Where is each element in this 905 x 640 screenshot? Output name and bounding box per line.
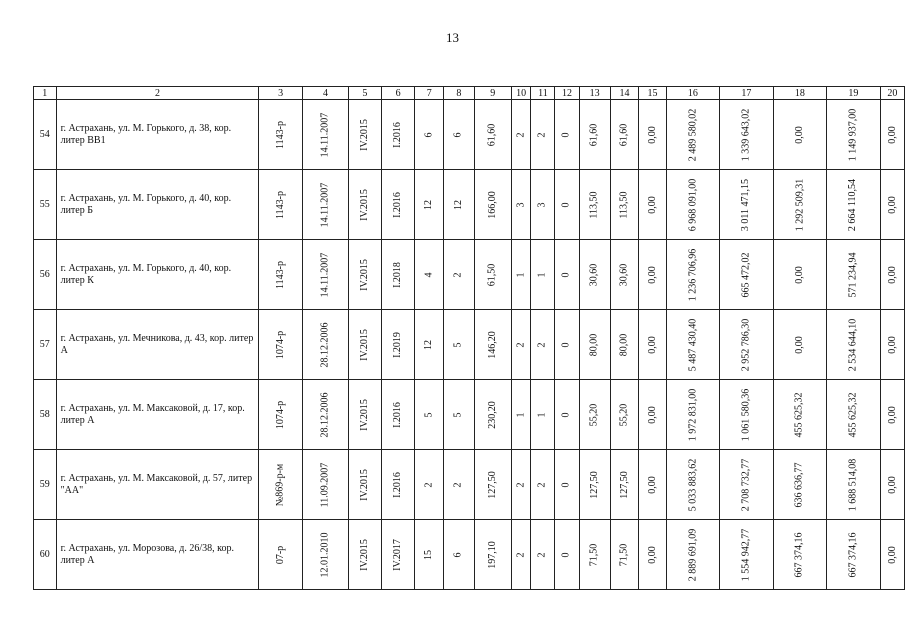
cost-17 — [720, 380, 774, 450]
total-cost-text: 5 033 883,62 — [686, 458, 698, 512]
cost-18 — [773, 170, 827, 240]
cost-19 — [827, 380, 881, 450]
column-header: 9 — [474, 87, 511, 100]
col-14-text: 127,50 — [618, 471, 630, 499]
row-number: 57 — [34, 310, 57, 380]
col-7 — [415, 450, 444, 520]
col-7 — [415, 170, 444, 240]
col-7 — [415, 380, 444, 450]
decree-number — [259, 380, 303, 450]
col-13 — [579, 450, 610, 520]
decree-date-text: 14.11.2007 — [319, 252, 331, 298]
total-cost-text: 6 968 091,00 — [686, 178, 698, 232]
cost-17 — [720, 450, 774, 520]
col-13 — [579, 100, 610, 170]
col-8 — [444, 380, 474, 450]
col-10 — [511, 240, 531, 310]
col-11-text: 3 — [536, 202, 548, 208]
decree-number — [259, 100, 303, 170]
area — [474, 450, 511, 520]
address-cell: г. Астрахань, ул. Мечникова, д. 43, кор. литер А — [56, 310, 259, 380]
total-cost-text: 2 489 580,02 — [686, 108, 698, 162]
end-period — [381, 450, 415, 520]
end-period — [381, 520, 415, 590]
decree-number — [259, 450, 303, 520]
col-15 — [639, 380, 666, 450]
cost-18-text: 0,00 — [793, 266, 805, 284]
cost-17-text: 1 339 643,02 — [740, 108, 752, 162]
address-cell: г. Астрахань, ул. Морозова, д. 26/38, кор. литер А — [56, 520, 259, 590]
col-8 — [444, 450, 474, 520]
col-12 — [555, 520, 579, 590]
end-period-text: IV.2017 — [392, 539, 404, 571]
col-14-text: 113,50 — [618, 191, 630, 219]
decree-date-text: 28.12.2006 — [319, 322, 331, 368]
col-14 — [610, 450, 639, 520]
col-14-text: 80,00 — [618, 333, 630, 357]
col-7 — [415, 240, 444, 310]
col-12-text: 0 — [560, 132, 572, 138]
column-header: 5 — [348, 87, 381, 100]
column-header: 19 — [827, 87, 881, 100]
table-row — [34, 170, 905, 240]
col-13-text: 55,20 — [588, 403, 600, 427]
area — [474, 520, 511, 590]
column-header: 13 — [579, 87, 610, 100]
decree-date — [302, 520, 348, 590]
col-15 — [639, 170, 666, 240]
col-8-text: 12 — [452, 200, 464, 210]
col-12 — [555, 310, 579, 380]
area — [474, 170, 511, 240]
end-period — [381, 100, 415, 170]
row-number: 58 — [34, 380, 57, 450]
cost-17 — [720, 310, 774, 380]
col-13 — [579, 170, 610, 240]
cost-19 — [827, 450, 881, 520]
col-8-text: 6 — [452, 132, 464, 138]
decree-number — [259, 240, 303, 310]
col-7 — [415, 520, 444, 590]
cost-18 — [773, 310, 827, 380]
cost-18 — [773, 380, 827, 450]
decree-date — [302, 100, 348, 170]
col-8-text: 2 — [452, 482, 464, 488]
col-7-text: 15 — [423, 550, 435, 560]
end-period-text: I.2016 — [392, 472, 404, 498]
cost-20 — [880, 240, 904, 310]
cost-17-text: 1 061 580,36 — [740, 388, 752, 442]
col-7-text: 5 — [423, 412, 435, 418]
decree-date — [302, 450, 348, 520]
start-period — [348, 520, 381, 590]
area — [474, 240, 511, 310]
start-period-text: IV.2015 — [358, 399, 370, 431]
row-number: 60 — [34, 520, 57, 590]
area-text: 127,50 — [486, 471, 498, 499]
decree-number — [259, 310, 303, 380]
cost-20-text: 0,00 — [886, 546, 898, 564]
decree-number-text: 1074-р — [274, 400, 286, 430]
total-cost — [666, 380, 720, 450]
decree-date-text: 28.12.2006 — [319, 392, 331, 438]
column-header: 20 — [880, 87, 904, 100]
cost-19 — [827, 100, 881, 170]
col-12 — [555, 380, 579, 450]
col-11 — [531, 520, 555, 590]
col-10 — [511, 310, 531, 380]
col-10-text: 1 — [515, 412, 527, 418]
column-header: 12 — [555, 87, 579, 100]
cost-19 — [827, 520, 881, 590]
cost-19-text: 455 625,32 — [847, 392, 859, 438]
col-15-text: 0,00 — [646, 476, 658, 494]
cost-18 — [773, 520, 827, 590]
end-period-text: I.2018 — [392, 262, 404, 288]
cost-19 — [827, 170, 881, 240]
cost-17-text: 3 011 471,15 — [740, 178, 752, 232]
decree-number-text: 07-р — [274, 545, 286, 565]
cost-19-text: 667 374,16 — [847, 532, 859, 578]
col-7-text: 2 — [423, 482, 435, 488]
total-cost — [666, 170, 720, 240]
col-15 — [639, 450, 666, 520]
col-13-text: 71,50 — [588, 543, 600, 567]
cost-18 — [773, 240, 827, 310]
cost-19-text: 2 664 110,54 — [847, 178, 859, 232]
col-15-text: 0,00 — [646, 336, 658, 354]
cost-18-text: 0,00 — [793, 126, 805, 144]
col-12 — [555, 450, 579, 520]
col-11-text: 2 — [536, 342, 548, 348]
cost-17 — [720, 170, 774, 240]
col-8-text: 2 — [452, 272, 464, 278]
end-period — [381, 310, 415, 380]
col-12 — [555, 100, 579, 170]
col-14-text: 61,60 — [618, 123, 630, 147]
cost-20-text: 0,00 — [886, 126, 898, 144]
col-15-text: 0,00 — [646, 406, 658, 424]
col-10 — [511, 100, 531, 170]
col-13-text: 80,00 — [588, 333, 600, 357]
col-15 — [639, 520, 666, 590]
col-10-text: 3 — [515, 202, 527, 208]
column-header: 18 — [773, 87, 827, 100]
area-text: 166,00 — [486, 191, 498, 219]
decree-number-text: 1074-р — [274, 330, 286, 360]
end-period-text: I.2016 — [392, 402, 404, 428]
col-11-text: 2 — [536, 552, 548, 558]
col-14 — [610, 310, 639, 380]
col-8 — [444, 240, 474, 310]
area — [474, 380, 511, 450]
total-cost-text: 5 487 430,40 — [686, 318, 698, 372]
cost-20 — [880, 100, 904, 170]
col-14-text: 55,20 — [618, 403, 630, 427]
col-12-text: 0 — [560, 482, 572, 488]
cost-18-text: 667 374,16 — [793, 532, 805, 578]
cost-17-text: 2 952 786,30 — [740, 318, 752, 372]
area-text: 197,10 — [486, 541, 498, 569]
decree-number — [259, 170, 303, 240]
cost-17 — [720, 240, 774, 310]
col-11 — [531, 380, 555, 450]
total-cost-text: 2 889 691,09 — [686, 528, 698, 582]
total-cost — [666, 520, 720, 590]
cost-20 — [880, 520, 904, 590]
total-cost — [666, 450, 720, 520]
cost-19 — [827, 240, 881, 310]
col-11 — [531, 100, 555, 170]
col-14 — [610, 100, 639, 170]
total-cost — [666, 310, 720, 380]
col-13 — [579, 240, 610, 310]
col-8 — [444, 100, 474, 170]
col-14 — [610, 520, 639, 590]
col-13-text: 30,60 — [588, 263, 600, 287]
decree-date-text: 12.01.2010 — [319, 532, 331, 578]
cost-20-text: 0,00 — [886, 406, 898, 424]
col-12-text: 0 — [560, 412, 572, 418]
row-number: 56 — [34, 240, 57, 310]
decree-number-text: 1143-р — [274, 191, 286, 219]
col-15 — [639, 310, 666, 380]
column-header: 16 — [666, 87, 720, 100]
cost-18-text: 0,00 — [793, 336, 805, 354]
col-11 — [531, 310, 555, 380]
cost-17 — [720, 520, 774, 590]
col-11 — [531, 240, 555, 310]
col-13 — [579, 310, 610, 380]
col-12 — [555, 240, 579, 310]
col-12-text: 0 — [560, 342, 572, 348]
column-header: 6 — [381, 87, 415, 100]
column-header: 3 — [259, 87, 303, 100]
column-header: 2 — [56, 87, 259, 100]
col-14-text: 71,50 — [618, 543, 630, 567]
col-11-text: 1 — [536, 272, 548, 278]
cost-17-text: 2 708 732,77 — [740, 458, 752, 512]
column-header: 11 — [531, 87, 555, 100]
table-row — [34, 240, 905, 310]
col-13 — [579, 380, 610, 450]
address-cell: г. Астрахань, ул. М. Горького, д. 40, кор. литер К — [56, 240, 259, 310]
cost-20-text: 0,00 — [886, 196, 898, 214]
col-8-text: 6 — [452, 552, 464, 558]
cost-18 — [773, 450, 827, 520]
start-period-text: IV.2015 — [358, 329, 370, 361]
col-10-text: 2 — [515, 482, 527, 488]
end-period-text: I.2016 — [392, 192, 404, 218]
address-cell: г. Астрахань, ул. М. Максаковой, д. 17, кор. литер А — [56, 380, 259, 450]
col-14-text: 30,60 — [618, 263, 630, 287]
column-header: 10 — [511, 87, 531, 100]
col-14 — [610, 240, 639, 310]
col-8 — [444, 520, 474, 590]
col-8-text: 5 — [452, 412, 464, 418]
col-10-text: 1 — [515, 272, 527, 278]
column-header: 14 — [610, 87, 639, 100]
start-period — [348, 240, 381, 310]
table-row — [34, 520, 905, 590]
column-header: 7 — [415, 87, 444, 100]
total-cost — [666, 100, 720, 170]
cost-20 — [880, 310, 904, 380]
column-header: 1 — [34, 87, 57, 100]
col-13-text: 127,50 — [588, 471, 600, 499]
col-7-text: 4 — [423, 272, 435, 278]
cost-20 — [880, 170, 904, 240]
start-period-text: IV.2015 — [358, 259, 370, 291]
col-10-text: 2 — [515, 132, 527, 138]
col-15-text: 0,00 — [646, 546, 658, 564]
area-text: 146,20 — [486, 331, 498, 359]
cost-17 — [720, 100, 774, 170]
decree-date — [302, 310, 348, 380]
cost-20-text: 0,00 — [886, 476, 898, 494]
col-10 — [511, 520, 531, 590]
col-7-text: 12 — [423, 200, 435, 210]
row-number: 59 — [34, 450, 57, 520]
cost-19-text: 571 234,94 — [847, 252, 859, 298]
cost-19-text: 1 688 514,08 — [847, 458, 859, 512]
col-10 — [511, 170, 531, 240]
cost-18-text: 1 292 509,31 — [793, 178, 805, 232]
col-11-text: 2 — [536, 132, 548, 138]
col-7-text: 6 — [423, 132, 435, 138]
col-7 — [415, 100, 444, 170]
col-8 — [444, 310, 474, 380]
table-row — [34, 100, 905, 170]
start-period — [348, 310, 381, 380]
start-period-text: IV.2015 — [358, 539, 370, 571]
col-13 — [579, 520, 610, 590]
cost-18-text: 455 625,32 — [793, 392, 805, 438]
cost-20 — [880, 380, 904, 450]
col-8 — [444, 170, 474, 240]
decree-date-text: 11.09.2007 — [319, 462, 331, 508]
col-7 — [415, 310, 444, 380]
col-14 — [610, 170, 639, 240]
cost-20-text: 0,00 — [886, 336, 898, 354]
total-cost — [666, 240, 720, 310]
col-11-text: 1 — [536, 412, 548, 418]
decree-date-text: 14.11.2007 — [319, 112, 331, 158]
column-header: 8 — [444, 87, 474, 100]
col-12-text: 0 — [560, 202, 572, 208]
col-10-text: 2 — [515, 342, 527, 348]
start-period — [348, 450, 381, 520]
decree-number — [259, 520, 303, 590]
end-period — [381, 380, 415, 450]
area-text: 61,50 — [486, 263, 498, 287]
col-10-text: 2 — [515, 552, 527, 558]
decree-date — [302, 170, 348, 240]
col-15-text: 0,00 — [646, 196, 658, 214]
total-cost-text: 1 972 831,00 — [686, 388, 698, 442]
header-row — [34, 87, 905, 100]
area-text: 61,60 — [486, 123, 498, 147]
cost-19 — [827, 310, 881, 380]
column-header: 15 — [639, 87, 666, 100]
col-10 — [511, 380, 531, 450]
decree-date-text: 14.11.2007 — [319, 182, 331, 228]
address-cell: г. Астрахань, ул. М. Максаковой, д. 57, литер "АА" — [56, 450, 259, 520]
table-row — [34, 310, 905, 380]
col-12-text: 0 — [560, 552, 572, 558]
area — [474, 100, 511, 170]
page-number: 13 — [446, 30, 459, 45]
start-period-text: IV.2015 — [358, 469, 370, 501]
col-10 — [511, 450, 531, 520]
cost-17-text: 665 472,02 — [740, 252, 752, 298]
decree-number-text: №869-р-м — [274, 463, 286, 507]
start-period — [348, 100, 381, 170]
table-row — [34, 380, 905, 450]
area — [474, 310, 511, 380]
address-cell: г. Астрахань, ул. М. Горького, д. 40, кор. литер Б — [56, 170, 259, 240]
decree-number-text: 1143-р — [274, 121, 286, 149]
col-7-text: 12 — [423, 340, 435, 350]
column-header: 4 — [302, 87, 348, 100]
decree-number-text: 1143-р — [274, 261, 286, 289]
decree-date — [302, 380, 348, 450]
cost-19-text: 1 149 937,00 — [847, 108, 859, 162]
col-11-text: 2 — [536, 482, 548, 488]
end-period-text: I.2016 — [392, 122, 404, 148]
cost-19-text: 2 534 644,10 — [847, 318, 859, 372]
cost-18 — [773, 100, 827, 170]
col-15 — [639, 100, 666, 170]
cost-17-text: 1 554 942,77 — [740, 528, 752, 582]
col-13-text: 61,60 — [588, 123, 600, 147]
col-11 — [531, 170, 555, 240]
col-15-text: 0,00 — [646, 266, 658, 284]
col-14 — [610, 380, 639, 450]
decree-date — [302, 240, 348, 310]
table-row — [34, 450, 905, 520]
column-header: 17 — [720, 87, 774, 100]
cost-20-text: 0,00 — [886, 266, 898, 284]
cost-18-text: 636 636,77 — [793, 462, 805, 508]
col-12-text: 0 — [560, 272, 572, 278]
col-13-text: 113,50 — [588, 191, 600, 219]
start-period-text: IV.2015 — [358, 119, 370, 151]
table-body — [34, 100, 905, 590]
cost-20 — [880, 450, 904, 520]
row-number: 54 — [34, 100, 57, 170]
start-period — [348, 380, 381, 450]
address-cell: г. Астрахань, ул. М. Горького, д. 38, кор. литер ВВ1 — [56, 100, 259, 170]
col-8-text: 5 — [452, 342, 464, 348]
housing-registry-table — [33, 86, 905, 590]
col-15-text: 0,00 — [646, 126, 658, 144]
area-text: 230,20 — [486, 401, 498, 429]
col-12 — [555, 170, 579, 240]
row-number: 55 — [34, 170, 57, 240]
start-period — [348, 170, 381, 240]
col-15 — [639, 240, 666, 310]
end-period — [381, 240, 415, 310]
start-period-text: IV.2015 — [358, 189, 370, 221]
end-period-text: I.2019 — [392, 332, 404, 358]
end-period — [381, 170, 415, 240]
col-11 — [531, 450, 555, 520]
total-cost-text: 1 236 706,96 — [686, 248, 698, 302]
